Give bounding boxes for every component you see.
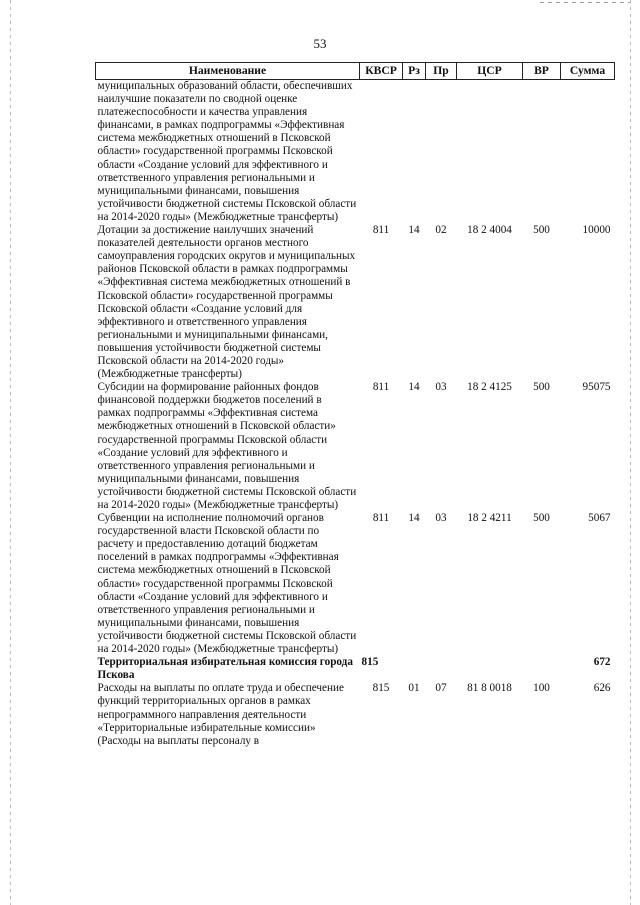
header-vr: ВР (523, 63, 561, 80)
row-vr (523, 656, 561, 682)
row-vr: 500 (533, 224, 550, 237)
table-row (96, 224, 615, 381)
row-csr: 18 2 4211 (467, 512, 512, 525)
budget-table (95, 62, 615, 748)
row-kvsr (360, 80, 403, 225)
row-vr: 500 (533, 512, 550, 525)
row-rz: 01 (408, 682, 420, 695)
page-number: 53 (313, 36, 327, 51)
row-vr: 100 (533, 682, 550, 695)
row-sum: 95075 (582, 381, 611, 394)
table-row (96, 512, 615, 656)
row-name: Территориальная избирательная комиссия города Пскова (97, 656, 353, 682)
row-rz: 14 (408, 381, 420, 394)
scan-edge-left (10, 0, 11, 905)
row-vr: 500 (533, 381, 550, 394)
row-sum: 5067 (588, 512, 611, 525)
row-rz: 14 (408, 512, 420, 525)
table-row (96, 381, 615, 512)
table-row (96, 656, 615, 682)
scan-edge-top (540, 2, 630, 3)
header-csr: ЦСР (457, 63, 523, 80)
row-pr (426, 80, 457, 225)
header-name: Наименование (96, 63, 360, 80)
row-vr (523, 80, 561, 225)
row-csr: 81 8 0018 (467, 682, 512, 695)
row-pr: 03 (435, 512, 447, 525)
row-name: Субвенции на исполнение полномочий органов государственной власти Псковской области по расчету и предоставлению дотаций бюджетам поселений в рамках подпрограммы «Эффективная система межбюджетных отношений в Псковской области» государственной программы Псковской области «Создание условий для эффективного и ответственного управления региональными и муниципальными финансами, повышения устойчивости бюджетной системы Псковской области на 2014-2020 годы» (Межбюджетные трансферты) (97, 512, 357, 656)
row-csr (457, 656, 523, 682)
header-kvsr: КВСР (360, 63, 403, 80)
header-pr: Пр (426, 63, 457, 80)
row-kvsr: 815 (372, 682, 390, 695)
row-kvsr: 811 (372, 512, 390, 525)
row-rz (403, 80, 426, 225)
row-name: муниципальных образований области, обеспечивших наилучшие показатели по сводной оценке платежеспособности и качества управления финансами, в рамках подпрограммы «Эффективная система межбюджетных отношений в Псковской области» государственной программы Псковской области «Создание условий для эффективного и ответственного управления региональными и муниципальными финансами, повышения устойчивости бюджетной системы Псковской области на 2014-2020 годы» (Межбюджетные трансферты) (97, 80, 357, 223)
row-sum: 672 (593, 656, 611, 669)
row-sum: 626 (593, 682, 611, 695)
row-kvsr: 811 (372, 381, 390, 394)
row-rz: 14 (408, 224, 420, 237)
row-kvsr: 815 (361, 656, 379, 669)
table-row (96, 682, 615, 747)
row-csr (457, 80, 523, 225)
row-pr: 02 (435, 224, 447, 237)
table-header (96, 63, 615, 80)
row-name: Дотации за достижение наилучших значений показателей деятельности органов местного самоуправления городских округов и муниципальных районов Псковской области в рамках подпрограммы «Эффективная система межбюджетных отношений в Псковской области» государственной программы Псковской области «Создание условий для эффективного и ответственного управления региональными и муниципальными финансами, повышения устойчивости бюджетной системы Псковской области на 2014-2020 годы» (Межбюджетные трансферты) (97, 224, 356, 381)
row-csr: 18 2 4004 (467, 224, 512, 237)
row-name: Субсидии на формирование районных фондов финансовой поддержки бюджетов поселений в рамках подпрограммы «Эффективная система межбюджетных отношений в Псковской области» государственной программы Псковской области «Создание условий для эффективного и ответственного управления региональными и муниципальными финансами, повышения устойчивости бюджетной системы Псковской области на 2014-2020 годы» (Межбюджетные трансферты) (97, 381, 357, 511)
header-sum: Сумма (561, 63, 615, 80)
table-body (96, 80, 615, 748)
row-sum: 10000 (582, 224, 611, 237)
row-sum (561, 80, 615, 225)
row-pr: 07 (435, 682, 447, 695)
scan-edge-right (630, 0, 631, 905)
row-csr: 18 2 4125 (467, 381, 512, 394)
row-pr: 03 (435, 381, 447, 394)
row-kvsr: 811 (372, 224, 390, 237)
row-rz (403, 656, 426, 682)
table-row (96, 80, 615, 225)
header-rz: Рз (403, 63, 426, 80)
row-pr (426, 656, 457, 682)
header-row (96, 63, 615, 80)
row-name: Расходы на выплаты по оплате труда и обеспечение функций территориальных органов в рамках непрограммного направления деятельности «Территориальные избирательные комиссии» (Расходы на выплаты персоналу в (97, 682, 344, 747)
